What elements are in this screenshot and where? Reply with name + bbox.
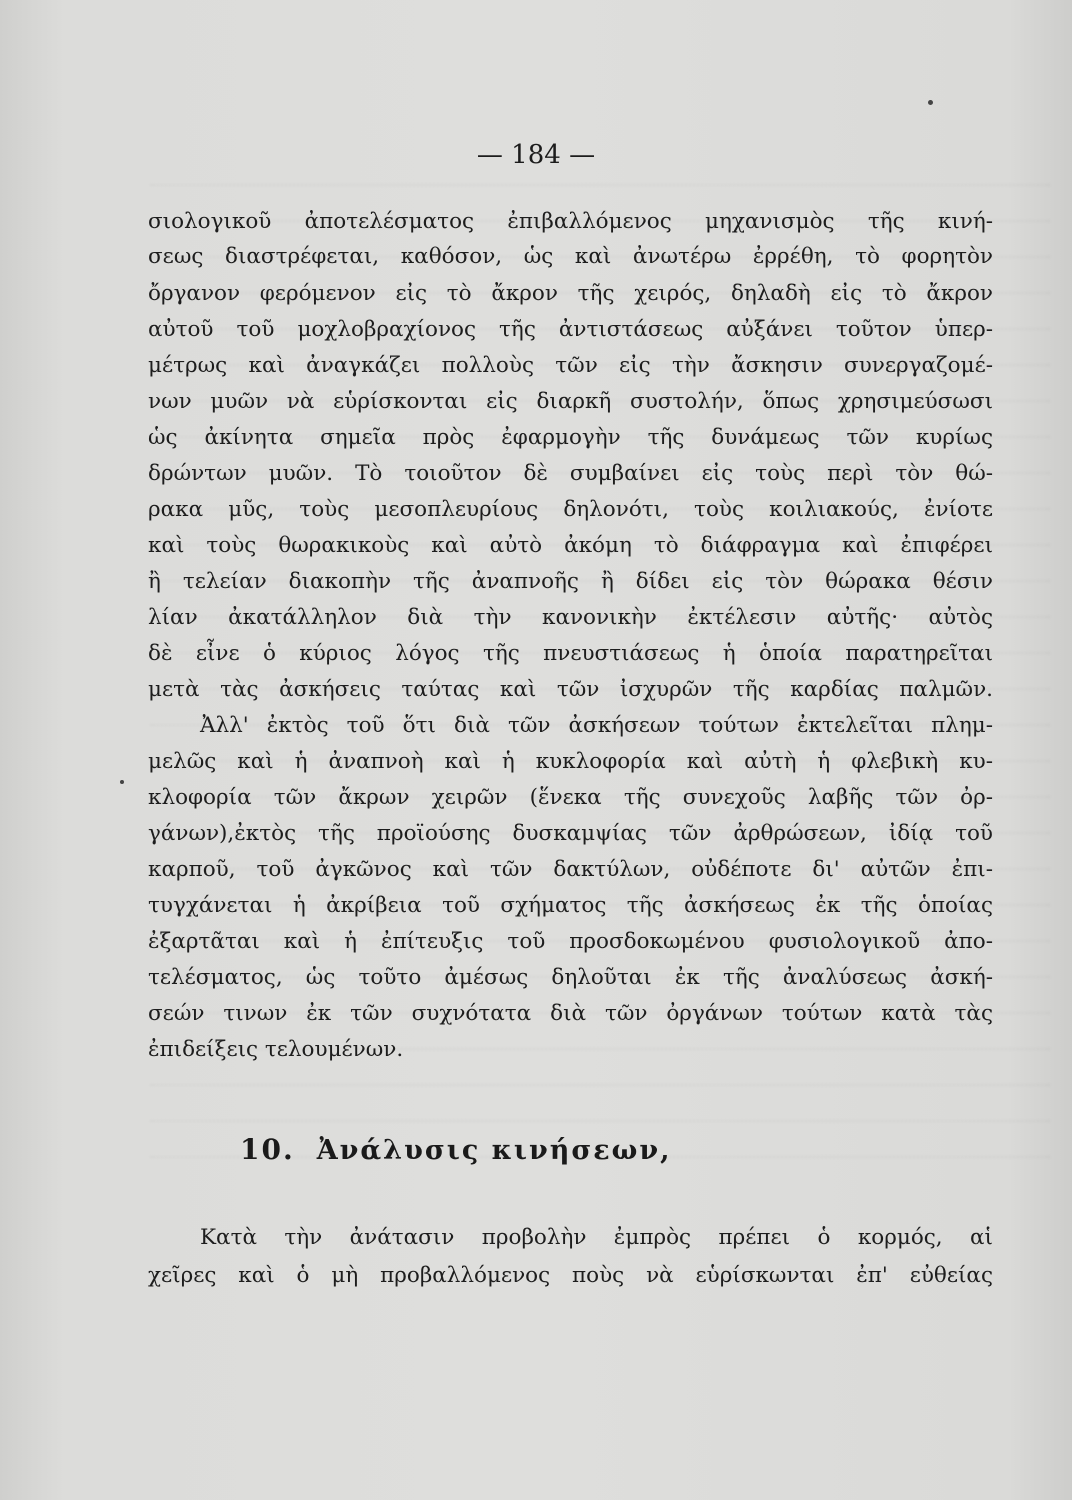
text-line: Κατὰ τὴν ἀνάτασιν προβολὴν ἐμπρὸς πρέπει ὁ κορμός, αἱ [200,1225,993,1250]
ink-speck [928,100,933,105]
text-line: νων μυῶν νὰ εὑρίσκονται εἰς διαρκῆ συστολήν, ὅπως χρησιμεύσωσι [148,389,993,414]
text-line: μετὰ τὰς ἀσκήσεις ταύτας καὶ τῶν ἰσχυρῶν τῆς καρδίας παλμῶν. [148,677,993,702]
text-line: τυγχάνεται ἡ ἀκρίβεια τοῦ σχήματος τῆς ἀσκήσεως ἐκ τῆς ὁποίας [148,893,993,918]
text-line: καρποῦ, τοῦ ἀγκῶνος καὶ τῶν δακτύλων, οὐδέποτε δι' αὐτῶν ἐπι- [148,857,993,882]
text-line: Ἀλλ' ἐκτὸς τοῦ ὅτι διὰ τῶν ἀσκήσεων τούτων ἐκτελεῖται πλημ- [200,713,993,738]
text-line: δὲ εἶνε ὁ κύριος λόγος τῆς πνευστιάσεως ἡ ὁποία παρατηρεῖται [148,641,993,666]
text-line: σεως διαστρέφεται, καθόσον, ὡς καὶ ἀνωτέρω ἐρρέθη, τὸ φορητὸν [148,244,993,269]
text-line: γάνων),ἐκτὸς τῆς προϊούσης δυσκαμψίας τῶν ἀρθρώσεων, ἰδίᾳ τοῦ [148,821,993,846]
page-number: — 184 — [476,140,596,170]
text-line: χεῖρες καὶ ὁ μὴ προβαλλόμενος ποὺς νὰ εὑρίσκωνται ἐπ' εὐθείας [148,1263,993,1288]
ink-speck [120,780,124,784]
text-line: ἐπιδείξεις τελουμένων. [148,1037,404,1062]
text-line: ὡς ἀκίνητα σημεῖα πρὸς ἐφαρμογὴν τῆς δυνάμεως τῶν κυρίως [148,425,993,450]
text-line: κλοφορία τῶν ἄκρων χειρῶν (ἕνεκα τῆς συνεχοῦς λαβῆς τῶν ὀρ- [148,785,993,810]
text-line: αὐτοῦ τοῦ μοχλοβραχίονος τῆς ἀντιστάσεως αὐξάνει τοῦτον ὑπερ- [148,317,993,342]
text-line: καὶ τοὺς θωρακικοὺς καὶ αὐτὸ ἀκόμη τὸ διάφραγμα καὶ ἐπιφέρει [148,533,993,558]
text-line: ἢ τελείαν διακοπὴν τῆς ἀναπνοῆς ἢ δίδει εἰς τὸν θώρακα θέσιν [148,569,993,594]
text-line: τελέσματος, ὡς τοῦτο ἀμέσως δηλοῦται ἐκ τῆς ἀναλύσεως ἀσκή- [148,965,993,990]
text-line: λίαν ἀκατάλληλον διὰ τὴν κανονικὴν ἐκτέλεσιν αὐτῆς· αὐτὸς [148,605,993,630]
text-line: μελῶς καὶ ἡ ἀναπνοὴ καὶ ἡ κυκλοφορία καὶ αὐτὴ ἡ φλεβικὴ κυ- [148,749,993,774]
section-number: 10. [240,1133,295,1166]
text-line: ὄργανον φερόμενον εἰς τὸ ἄκρον τῆς χειρός, δηλαδὴ εἰς τὸ ἄκρον [148,281,993,306]
text-line: σιολογικοῦ ἀποτελέσματος ἐπιβαλλόμενος μηχανισμὸς τῆς κινή- [148,209,993,234]
text-line: δρώντων μυῶν. Τὸ τοιοῦτον δὲ συμβαίνει εἰς τοὺς περὶ τὸν θώ- [148,461,993,486]
section-title: Ἀνάλυσις κινήσεων, [316,1135,672,1166]
text-line: σεών τινων ἐκ τῶν συχνότατα διὰ τῶν ὀργάνων τούτων κατὰ τὰς [148,1001,993,1026]
section-heading [240,1133,672,1166]
text-line: ρακα μῦς, τοὺς μεσοπλευρίους δηλονότι, τοὺς κοιλιακούς, ἐνίοτε [148,497,993,522]
text-line: μέτρως καὶ ἀναγκάζει πολλοὺς τῶν εἰς τὴν ἄσκησιν συνεργαζομέ- [148,353,993,378]
text-line: ἐξαρτᾶται καὶ ἡ ἐπίτευξις τοῦ προσδοκωμένου φυσιολογικοῦ ἀπο- [148,929,993,954]
